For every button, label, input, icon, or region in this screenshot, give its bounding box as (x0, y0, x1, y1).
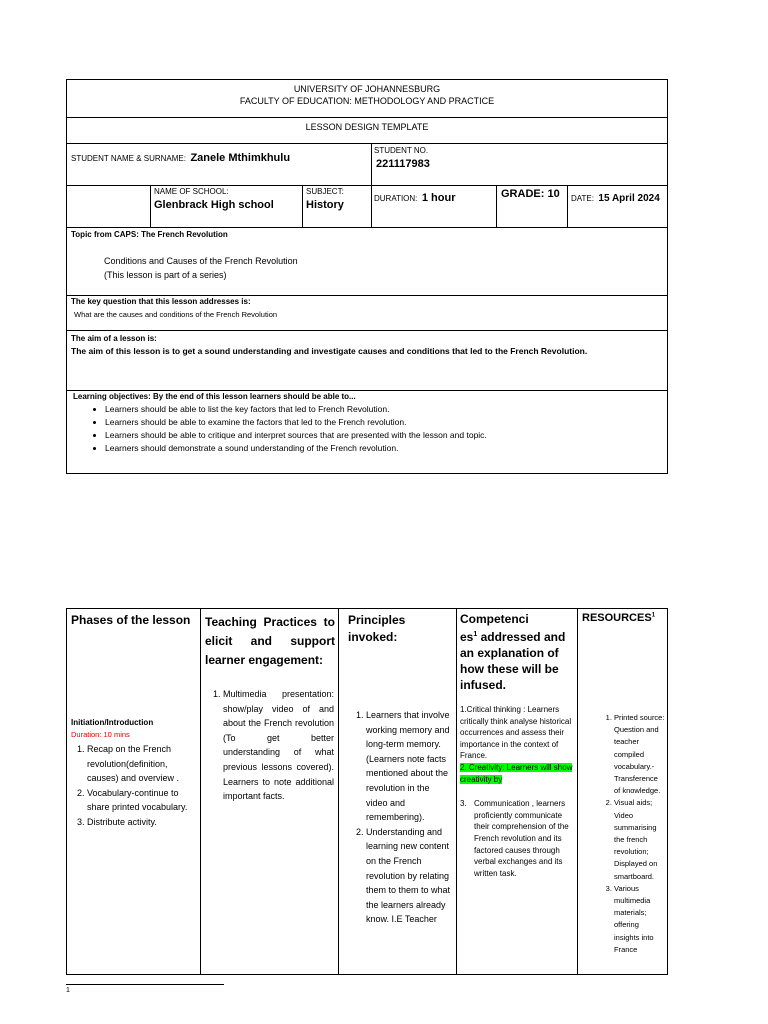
student-no-label: STUDENT NO. (374, 146, 429, 155)
duration-label: DURATION: (374, 194, 418, 203)
grade-value: : 10 (540, 188, 560, 200)
student-no-value: 221117983 (376, 158, 430, 170)
principles-column (339, 609, 457, 975)
competency-3-number: 3. (460, 799, 467, 809)
footnote-mark: 1 (66, 987, 70, 994)
phases-heading: Phases of the lesson (71, 613, 191, 627)
details-row (67, 186, 667, 228)
principles-list (348, 708, 453, 927)
lesson-header-table (66, 79, 668, 474)
date-value: 15 April 2024 (598, 193, 660, 204)
student-row (67, 144, 667, 186)
objective-item: • Learners should be able to critique and interpret sources that are presented with the lesson and topic. (105, 429, 667, 442)
competencies-heading-c: addressed and an explanation of how these will be infused. (460, 630, 566, 692)
competencies-heading-a: Competenci (460, 612, 529, 626)
teaching-column (201, 609, 339, 975)
teaching-heading: Teaching Practices to elicit and support learner engagement: (205, 615, 335, 667)
competency-critical-thinking: 1.Critical thinking : Learners critically think analyse historical occurrences and assess their importance in the context of France. (460, 705, 572, 761)
phases-column (67, 609, 201, 975)
objective-item: • Learners should demonstrate a sound understanding of the French revolution. (105, 442, 667, 455)
footnote-marker: 1 (473, 631, 478, 638)
competency-communication-item (460, 798, 574, 879)
subject-cell (303, 186, 372, 227)
resource-item: 3. Various multimedia materials; offering insights into France (614, 883, 666, 956)
grade-cell (497, 186, 568, 227)
footnote-divider (66, 984, 224, 985)
topic-label: Topic from CAPS: The French Revolution (71, 230, 228, 239)
key-question-value: What are the causes and conditions of the French Revolution (74, 310, 278, 319)
competency-creativity: 2. Creativity: Learners will show creativity by (460, 762, 573, 784)
teaching-item: 1. Multimedia presentation: show/play video of and about the French revolution (To get better understanding of what previous lessons covered). Learners to note additional important facts. (223, 687, 334, 804)
phases-list (69, 742, 197, 830)
teaching-list (205, 687, 334, 804)
principle-item: 1. Learners that involve working memory and long-term memory. (Learners note facts mentioned about the revolution in the video and remembering). (366, 708, 453, 825)
objectives-row (67, 391, 667, 475)
key-question-row (67, 296, 667, 331)
faculty-name: FACULTY OF EDUCATION: METHODOLOGY AND PRACTICE (239, 96, 495, 106)
school-label: NAME OF SCHOOL: (154, 187, 229, 196)
lesson-phases-table (66, 608, 668, 975)
aim-label: The aim of a lesson is: (71, 334, 157, 343)
student-name-value: Zanele Mthimkhulu (190, 152, 291, 164)
table-bottom-border (66, 974, 668, 975)
phase-item: 1. Recap on the French revolution(definition, causes) and overview . (87, 742, 197, 786)
topic-row (67, 228, 667, 296)
competencies-heading (460, 611, 577, 693)
duration-cell (372, 186, 497, 227)
template-title-row (67, 118, 667, 144)
resource-item: 2. Visual aids; Video summarising the french revolution; Displayed on smartboard. (614, 797, 666, 882)
objectives-list (67, 403, 667, 455)
competencies-heading-b: es (460, 630, 474, 644)
school-cell (151, 186, 303, 227)
subject-label: SUBJECT: (306, 187, 344, 196)
aim-row (67, 331, 667, 391)
objectives-label: Learning objectives: By the end of this lesson learners should be able to... (73, 392, 356, 401)
student-no-cell (372, 144, 668, 185)
footnote-marker: 1 (651, 612, 656, 619)
resources-heading (582, 612, 655, 624)
aim-value: The aim of this lesson is to get a sound understanding and investigate causes and conditions that led to the French Revolution. (71, 346, 588, 356)
university-name: UNIVERSITY OF JOHANNESBURG (293, 84, 441, 94)
resources-column (578, 609, 667, 975)
principle-item: 2. Understanding and learning new content on the French revolution by relating them to them to what the learners already know. I.E Teacher (366, 825, 453, 927)
template-title: LESSON DESIGN TEMPLATE (305, 122, 429, 132)
principles-heading: Principles invoked: (348, 613, 406, 644)
subject-value: History (306, 199, 344, 211)
date-cell (568, 186, 668, 227)
phase-item: 2. Vocabulary-continue to share printed vocabulary. (87, 786, 197, 815)
details-blank-cell (67, 186, 151, 227)
competencies-column (457, 609, 578, 975)
school-value: Glenbrack High school (154, 199, 274, 211)
key-question-label: The key question that this lesson addresses is: (71, 297, 251, 306)
objective-item: • Learners should be able to examine the factors that led to the French revolution. (105, 416, 667, 429)
resources-heading-text: RESOURCES (582, 612, 652, 624)
topic-line-2: (This lesson is part of a series) (104, 270, 227, 280)
competency-communication: Communication , learners proficiently communicate their comprehension of the French revolution and its factored causes through verbal exchanges and its written task. (474, 799, 569, 878)
resources-list (592, 712, 666, 956)
grade-label: GRADE (501, 188, 541, 200)
student-name-label: STUDENT NAME & SURNAME: (71, 154, 186, 163)
duration-note: Duration: 10 mins (71, 730, 130, 739)
phase-item: 3. Distribute activity. (87, 815, 197, 830)
date-label: DATE: (571, 194, 594, 203)
student-name-cell (67, 144, 372, 185)
initiation-label: Initiation/Introduction (71, 718, 154, 727)
duration-value: 1 hour (421, 192, 456, 204)
header-row (67, 80, 667, 118)
resource-item: 1. Printed source: Question and teacher compiled vocabulary.- Transference of knowledge. (614, 712, 666, 797)
objective-item: • Learners should be able to list the key factors that led to French Revolution. (105, 403, 667, 416)
topic-line-1: Conditions and Causes of the French Revolution (104, 256, 298, 266)
